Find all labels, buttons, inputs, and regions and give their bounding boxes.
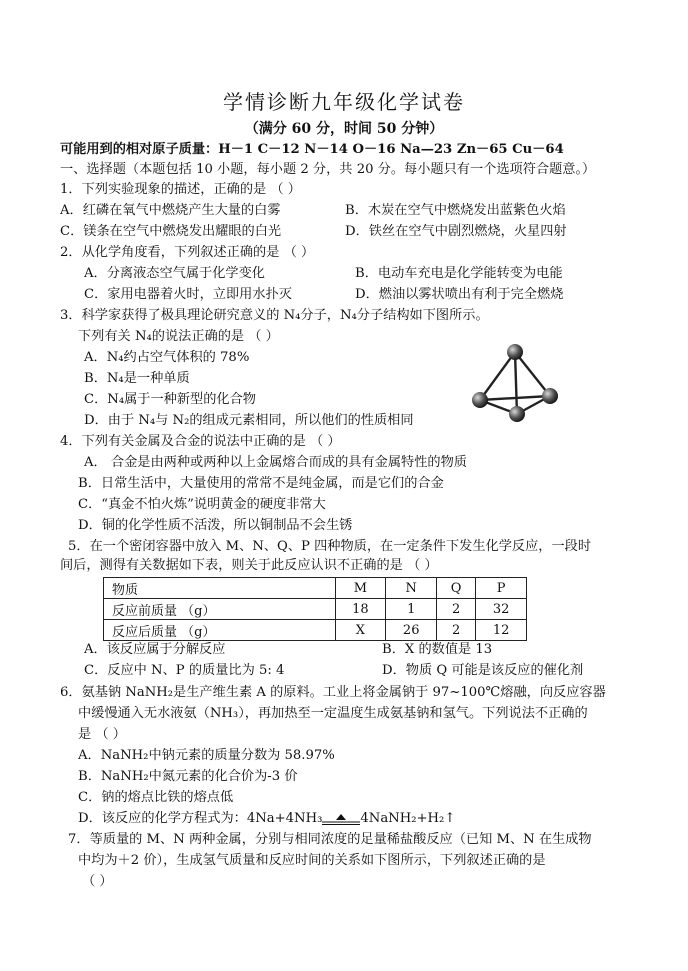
q4-option-b: B．日常生活中，大量使用的常常不是纯金属，而是它们的合金 xyxy=(78,476,444,491)
q6-stem-2: 中缓慢通入无水液氨（NH₃），再加热至一定温度生成氨基钠和氢气。下列说法不正确的 xyxy=(78,706,588,721)
q6-option-b: B．NaNH₂中氮元素的化合价为-3 价 xyxy=(78,769,298,784)
n-atom-bottom xyxy=(509,406,525,422)
q6-stem: 6．氨基钠 NaNH₂是生产维生素 A 的原料。工业上将金属钠于 97~100℃熔融，向反应容器 xyxy=(60,685,606,700)
q4-option-c: C．“真金不怕火炼”说明黄金的硬度非常大 xyxy=(78,497,326,512)
table-cell: 反应后质量 （g） xyxy=(104,620,336,641)
table-cell: 18 xyxy=(335,599,386,620)
n-atom-left xyxy=(472,392,488,408)
q3-option-b: B．N₄是一种单质 xyxy=(84,371,190,386)
q1-option-b: B．木炭在空气中燃烧发出蓝紫色火焰 xyxy=(345,203,566,218)
mass-data-table xyxy=(103,577,527,641)
q3-option-d: D．由于 N₄与 N₂的组成元素相同，所以他们的性质相同 xyxy=(84,413,414,428)
q2-option-b: B．电动车充电是化学能转变为电能 xyxy=(355,266,563,281)
q5-option-c: C．反应中 N、P 的质量比为 5: 4 xyxy=(84,663,285,678)
table-header-cell: P xyxy=(476,578,527,599)
heating-arrow-icon xyxy=(322,813,360,825)
q3-stem: 3．科学家获得了极具理论研究意义的 N₄分子，N₄分子结构如下图所示。 xyxy=(60,308,489,323)
q4-option-d: D．铜的化学性质不活泼，所以铜制品不会生锈 xyxy=(78,518,353,533)
table-header-row xyxy=(104,578,527,599)
q3-option-a: A．N₄约占空气体积的 78% xyxy=(84,350,250,365)
q3-stem-2: 下列有关 N₄的说法正确的是 （ ） xyxy=(78,329,279,344)
table-cell: X xyxy=(335,620,386,641)
atomic-masses: 可能用到的相对原子质量：H－1 C－12 N－14 O－16 Na—23 Zn－65 Cu－64 xyxy=(60,142,564,157)
q2-option-a: A．分离液态空气属于化学变化 xyxy=(84,266,265,281)
molecule-bonds xyxy=(480,352,550,414)
q6-option-a: A．NaNH₂中钠元素的质量分数为 58.97% xyxy=(78,748,335,763)
q3-option-c: C．N₄属于一种新型的化合物 xyxy=(84,392,256,407)
section-heading: 一、选择题（本题包括 10 小题，每小题 2 分，共 20 分。每小题只有一个选项符合题意。） xyxy=(60,162,596,177)
q7-stem: 7．等质量的 M、N 两种金属，分别与相同浓度的足量稀盐酸反应（已知 M、N 在生成物 xyxy=(68,832,592,847)
table-header-cell: M xyxy=(335,578,386,599)
equation-left: D．该反应的化学方程式为：4Na+4NH₃ xyxy=(78,811,323,826)
q1-option-a: A．红磷在氧气中燃烧产生大量的白雾 xyxy=(60,203,281,218)
q7-stem-2: 中均为＋2 价），生成氢气质量和反应时间的关系如下图所示，下列叙述正确的是 xyxy=(78,853,546,868)
table-cell: 12 xyxy=(476,620,527,641)
table-header-cell: N xyxy=(386,578,437,599)
q2-option-d: D．燃油以雾状喷出有利于完全燃烧 xyxy=(355,287,564,302)
q2-stem: 2．从化学角度看，下列叙述正确的是 （ ） xyxy=(60,245,315,260)
q1-option-c: C．镁条在空气中燃烧发出耀眼的白光 xyxy=(60,224,282,239)
q5-stem-2: 间后，测得有关数据如下表，则关于此反应认识不正确的是 （ ） xyxy=(60,558,438,573)
n4-molecule-figure xyxy=(468,340,562,434)
table-header-cell: 物质 xyxy=(104,578,336,599)
q2-option-c: C．家用电器着火时，立即用水扑灭 xyxy=(84,287,292,302)
table-cell: 32 xyxy=(476,599,527,620)
q5-stem: 5．在一个密闭容器中放入 M、N、Q、P 四种物质，在一定条件下发生化学反应，一段时 xyxy=(68,539,592,554)
q5-option-d: D．物质 Q 可能是该反应的催化剂 xyxy=(382,663,584,678)
q4-option-a: A． 合金是由两种或两种以上金属熔合而成的具有金属特性的物质 xyxy=(84,455,467,470)
q6-stem-3: 是 （ ） xyxy=(78,727,126,742)
table-row xyxy=(104,620,527,641)
page-subtitle: （满分 60 分，时间 50 分钟） xyxy=(244,121,444,137)
table-cell: 2 xyxy=(437,599,476,620)
table-cell: 2 xyxy=(437,620,476,641)
q4-stem: 4．下列有关金属及合金的说法中正确的是 （ ） xyxy=(60,434,341,449)
q6-option-d xyxy=(78,809,658,829)
table-cell: 1 xyxy=(386,599,437,620)
table-header-cell: Q xyxy=(437,578,476,599)
q5-option-a: A．该反应属于分解反应 xyxy=(84,642,226,657)
n-atom-top xyxy=(507,344,523,360)
table-cell: 26 xyxy=(386,620,437,641)
q7-stem-3: （ ） xyxy=(82,874,113,889)
q6-option-c: C．钠的熔点比铁的熔点低 xyxy=(78,790,234,805)
table-row xyxy=(104,599,527,620)
table-cell: 反应前质量 （g） xyxy=(104,599,336,620)
n-atom-right xyxy=(542,388,558,404)
page-title: 学情诊断九年级化学试卷 xyxy=(223,90,465,114)
q1-option-d: D．铁丝在空气中剧烈燃烧，火星四射 xyxy=(345,224,567,239)
q1-stem: 1．下列实验现象的描述，正确的是 （ ） xyxy=(60,182,301,197)
q5-option-b: B．X 的数值是 13 xyxy=(382,642,493,657)
equation-right: 4NaNH₂+H₂↑ xyxy=(360,811,456,826)
